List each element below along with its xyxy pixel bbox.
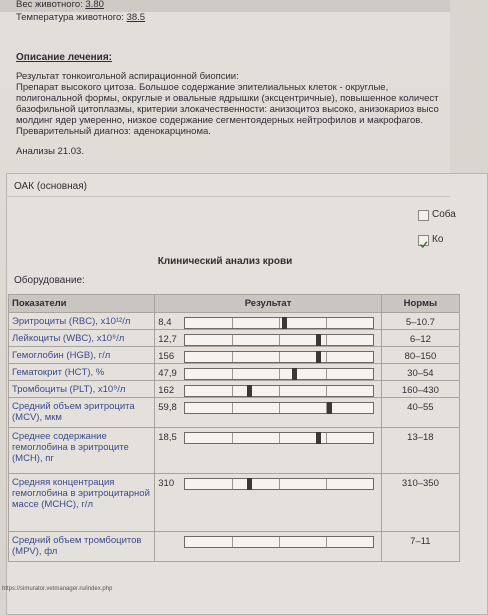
table-row	[9, 532, 460, 562]
treatment-line: базофильной цитоплазмы, критерии злокачественности: анизоцитоз высоко, анизокариоз высо	[16, 104, 439, 115]
norm-range: 80–150	[381, 347, 459, 364]
weight-value: 3.80	[85, 0, 104, 10]
temperature-label: Температура животного:	[16, 12, 124, 23]
table-row	[9, 398, 460, 428]
indicator-name: Эритроциты (RBC), x10¹²/л	[9, 313, 155, 330]
result-gauge	[184, 402, 374, 414]
gauge-tick	[279, 386, 280, 396]
result-value: 156	[155, 347, 182, 364]
result-value: 59,8	[155, 398, 182, 428]
gauge-tick	[232, 537, 233, 547]
analyses-date: Анализы 21.03.	[16, 146, 84, 157]
result-gauge	[184, 351, 374, 363]
result-gauge	[184, 385, 374, 397]
gauge-tick	[326, 335, 327, 345]
temperature-row	[16, 12, 145, 23]
gauge-tick	[232, 403, 233, 413]
norm-range: 40–55	[381, 398, 459, 428]
treatment-line: Результат тонкоигольной аспирационной биопсии:	[16, 71, 239, 82]
norm-range: 5–10.7	[381, 313, 459, 330]
treatment-heading: Описание лечения:	[16, 52, 112, 63]
table-row	[9, 381, 460, 398]
checkmark-icon	[419, 240, 428, 249]
species-checkbox[interactable]	[418, 210, 429, 221]
table-row	[9, 428, 460, 474]
gauge-marker	[292, 368, 297, 380]
header-indicators: Показатели	[9, 295, 155, 313]
norm-range: 160–430	[381, 381, 459, 398]
gauge-tick	[232, 352, 233, 362]
result-value: 8,4	[155, 313, 182, 330]
result-value: 310	[155, 474, 182, 532]
table-row	[9, 330, 460, 347]
indicator-name: Тромбоциты (PLT), x10⁹/л	[9, 381, 155, 398]
norm-range: 7–11	[381, 532, 459, 562]
temperature-value: 38.5	[126, 12, 146, 23]
gauge-tick	[232, 369, 233, 379]
result-gauge	[184, 368, 374, 380]
result-value: 162	[155, 381, 182, 398]
result-gauge-cell	[182, 364, 382, 381]
gauge-tick	[232, 318, 233, 328]
result-gauge	[184, 478, 374, 490]
gauge-marker	[316, 334, 321, 346]
result-gauge	[184, 317, 374, 329]
gauge-marker	[247, 385, 252, 397]
result-gauge	[184, 334, 374, 346]
treatment-line: полигональной формы, округлые и овальные ядрышки (эксцентричные), повышенное количест	[16, 93, 439, 104]
gauge-tick	[232, 386, 233, 396]
gauge-marker	[282, 317, 287, 329]
gauge-tick	[279, 318, 280, 328]
table-title: Клинический анализ крови	[157, 256, 293, 267]
result-gauge-cell	[182, 398, 382, 428]
result-gauge-cell	[182, 313, 382, 330]
gauge-tick	[232, 433, 233, 443]
header-norms: Нормы	[381, 295, 459, 313]
table-row	[9, 474, 460, 532]
gauge-tick	[279, 537, 280, 547]
result-gauge	[184, 432, 374, 444]
species-checkbox-label: Соба	[432, 209, 456, 220]
indicator-name: Гемоглобин (HGB), г/л	[9, 347, 155, 364]
indicator-name: Среднее содержание гемоглобина в эритроците (MCH), пг	[9, 428, 155, 474]
result-gauge-cell	[182, 532, 382, 562]
gauge-marker	[316, 432, 321, 444]
treatment-line: Препарат высокого цитоза. Большое содержание эпителиальных клеток - округлые,	[16, 82, 389, 93]
indicator-name: Средний объем тромбоцитов (MPV), фл	[9, 532, 155, 562]
norm-range: 6–12	[381, 330, 459, 347]
gauge-tick	[326, 318, 327, 328]
result-gauge-cell	[182, 330, 382, 347]
result-value: 12,7	[155, 330, 182, 347]
gauge-tick	[326, 537, 327, 547]
species-checkbox-label: Ко	[432, 234, 444, 245]
panel-divider	[6, 196, 450, 197]
gauge-tick	[326, 352, 327, 362]
gauge-tick	[279, 335, 280, 345]
species-checkbox-checked[interactable]	[418, 235, 429, 246]
gauge-tick	[326, 386, 327, 396]
result-gauge-cell	[182, 474, 382, 532]
result-gauge-cell	[182, 428, 382, 474]
table-header-row	[9, 295, 460, 313]
footer-url: https://simurator.vetmanager.ru/index.php	[2, 586, 113, 592]
table-row	[9, 313, 460, 330]
norm-range: 310–350	[381, 474, 459, 532]
indicator-name: Средняя концентрация гемоглобина в эритроцитарной массе (MCHC), г/л	[9, 474, 155, 532]
gauge-marker	[327, 402, 332, 414]
gauge-tick	[279, 403, 280, 413]
treatment-line: Преварительный диагноз: аденокарцинома.	[16, 126, 211, 137]
gauge-tick	[326, 479, 327, 489]
gauge-tick	[232, 479, 233, 489]
gauge-marker	[247, 478, 252, 490]
gauge-tick	[326, 369, 327, 379]
result-gauge-cell	[182, 381, 382, 398]
table-row	[9, 347, 460, 364]
norm-range: 30–54	[381, 364, 459, 381]
gauge-tick	[279, 433, 280, 443]
indicator-name: Лейкоциты (WBC), x10⁹/л	[9, 330, 155, 347]
gauge-tick	[326, 433, 327, 443]
weight-row	[16, 0, 104, 10]
gauge-tick	[279, 352, 280, 362]
gauge-marker	[316, 351, 321, 363]
indicator-name: Гематокрит (HCT), %	[9, 364, 155, 381]
indicator-name: Средний объем эритроцита (MCV), мкм	[9, 398, 155, 428]
result-value: 18,5	[155, 428, 182, 474]
treatment-line: молдинг ядер умеренно, низкое содержание сегментоядерных нейтрофилов и макрофагов.	[16, 115, 423, 126]
result-gauge-cell	[182, 347, 382, 364]
blood-results-table	[8, 294, 460, 562]
norm-range: 13–18	[381, 428, 459, 474]
gauge-tick	[232, 335, 233, 345]
equipment-label: Оборудование:	[14, 275, 85, 286]
result-gauge	[184, 536, 374, 548]
gauge-tick	[279, 369, 280, 379]
panel-title[interactable]: ОАК (основная)	[14, 181, 87, 192]
result-value: 47,9	[155, 364, 182, 381]
header-result: Результат	[155, 295, 382, 313]
gauge-tick	[279, 479, 280, 489]
result-value	[155, 532, 182, 562]
weight-label: Вес животного:	[16, 0, 83, 10]
table-row	[9, 364, 460, 381]
